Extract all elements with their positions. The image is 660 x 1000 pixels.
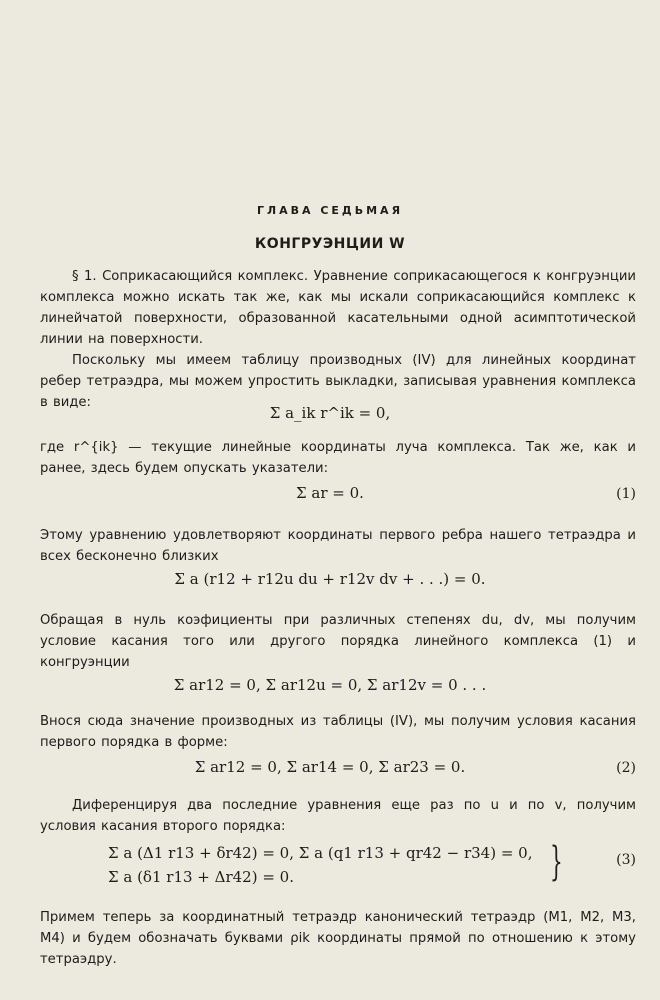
chapter-label: ГЛАВА СЕДЬМАЯ [256,204,404,217]
paragraph-5: Обращая в нуль коэфициенты при различных степенях du, dv, мы получим условие касания того или другого порядка линейного комплекса (1) и конгруэнции [40,613,636,670]
equation-1-number: (1) [616,486,636,502]
equation-complex: Σ a_ik r^ik = 0, [269,404,391,422]
equation-2: Σ ar12 = 0, Σ ar14 = 0, Σ ar23 = 0. [194,758,466,776]
paragraph-4: Этому уравнению удовлетворяют координаты первого ребра нашего тетраэдра и всех бесконечно близких [40,528,636,564]
paragraph-2: Поскольку мы имеем таблицу производных (IV) для линейных координат ребер тетраэдра, мы можем упростить выкладки, записывая уравнения комплекса в виде: [40,353,636,410]
equation-series: Σ a (r12 + r12u du + r12v dv + . . .) = 0. [174,570,486,588]
chapter-title: КОНГРУЭНЦИИ W [254,236,406,252]
equation-1: Σ ar = 0. [296,484,364,502]
paragraph-1: § 1. Соприкасающийся комплекс. Уравнение соприкасающегося к конгруэнции комплекса можно искать так же, как мы искали соприкасающийся комплекс к линейчатой поверхности, образованной касательными одной асимптотической линии на поверхности. [40,269,636,347]
paragraph-3: где r^{ik} — текущие линейные координаты луча комплекса. Так же, как и ранее, здесь будем опускать указатели: [40,440,636,476]
equation-3-number: (3) [616,852,636,868]
paragraph-8: Примем теперь за координатный тетраэдр канонический тетраэдр (M1, M2, M3, M4) и будем обозначать буквами ρik координаты прямой по отношению к этому тетраэдру. [40,910,636,967]
equation-3-line-2: Σ a (δ1 r13 + Δr42) = 0. [108,868,294,886]
equation-2-number: (2) [616,760,636,776]
equation-conditions: Σ ar12 = 0, Σ ar12u = 0, Σ ar12v = 0 . . . [173,676,487,694]
paragraph-6: Внося сюда значение производных из таблицы (IV), мы получим условия касания первого порядка в форме: [40,714,636,750]
equation-3-line-1: Σ a (Δ1 r13 + δr42) = 0, Σ a (q1 r13 + qr42 − r34) = 0, [108,844,533,862]
paragraph-7: Диференцируя два последние уравнения еще раз по u и по v, получим условия касания второго порядка: [40,798,636,834]
brace-symbol: } [550,839,563,885]
